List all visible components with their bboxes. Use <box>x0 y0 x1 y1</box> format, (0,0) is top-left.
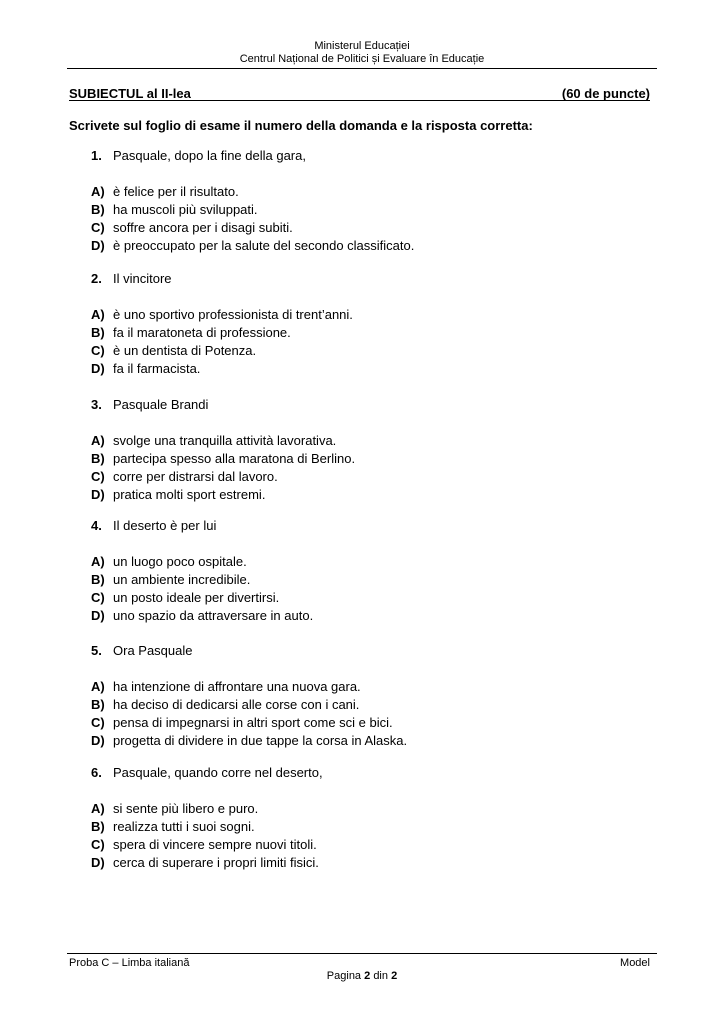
option-text: ha deciso di dedicarsi alle corse con i cani. <box>113 697 360 712</box>
option-letter: D) <box>91 733 105 748</box>
answer-option <box>91 202 258 218</box>
answer-option <box>91 325 291 341</box>
question-1 <box>91 148 306 164</box>
option-letter: B) <box>91 202 105 217</box>
footer-model-label: Model <box>620 957 650 969</box>
question-5 <box>91 643 193 659</box>
option-letter: C) <box>91 837 105 852</box>
option-letter: B) <box>91 572 105 587</box>
option-letter: A) <box>91 801 105 816</box>
option-text: pratica molti sport estremi. <box>113 487 266 502</box>
answer-option <box>91 451 355 467</box>
answer-option <box>91 572 250 588</box>
answer-option <box>91 361 200 377</box>
option-letter: A) <box>91 554 105 569</box>
answer-option <box>91 801 258 817</box>
page-of: din <box>373 970 388 982</box>
question-text: Pasquale, dopo la fine della gara, <box>113 148 306 163</box>
option-letter: A) <box>91 307 105 322</box>
answer-option <box>91 679 361 695</box>
option-letter: B) <box>91 451 105 466</box>
answer-option <box>91 608 313 624</box>
option-letter: D) <box>91 361 105 376</box>
option-text: un ambiente incredibile. <box>113 572 251 587</box>
option-text: ha muscoli più sviluppati. <box>113 202 258 217</box>
option-letter: C) <box>91 343 105 358</box>
option-letter: A) <box>91 184 105 199</box>
option-letter: D) <box>91 238 105 253</box>
option-letter: B) <box>91 697 105 712</box>
question-number: 1. <box>91 148 102 163</box>
option-text: pensa di impegnarsi in altri sport come sci e bici. <box>113 715 393 730</box>
answer-option <box>91 855 319 871</box>
question-number: 4. <box>91 518 102 533</box>
question-4 <box>91 518 216 534</box>
option-letter: A) <box>91 679 105 694</box>
option-text: uno spazio da attraversare in auto. <box>113 608 314 623</box>
page-total: 2 <box>391 970 398 982</box>
answer-option <box>91 307 353 323</box>
option-letter: B) <box>91 325 105 340</box>
answer-option <box>91 238 414 254</box>
option-text: cerca di superare i propri limiti fisici. <box>113 855 319 870</box>
question-number: 5. <box>91 643 102 658</box>
question-text: Pasquale Brandi <box>113 397 209 412</box>
answer-option <box>91 837 317 853</box>
option-text: corre per distrarsi dal lavoro. <box>113 469 278 484</box>
footer-divider <box>67 953 657 954</box>
header-ministry: Ministerul Educației <box>314 40 410 52</box>
option-text: ha intenzione di affrontare una nuova gara. <box>113 679 361 694</box>
question-3 <box>91 397 208 413</box>
page-current: 2 <box>364 970 371 982</box>
answer-option <box>91 469 278 485</box>
option-text: fa il maratoneta di professione. <box>113 325 291 340</box>
header-center: Centrul Național de Politici și Evaluare în Educație <box>239 53 485 65</box>
option-text: è felice per il risultato. <box>113 184 239 199</box>
page-number <box>0 970 724 982</box>
option-text: soffre ancora per i disagi subiti. <box>113 220 293 235</box>
option-text: è preoccupato per la salute del secondo classificato. <box>113 238 415 253</box>
option-text: partecipa spesso alla maratona di Berlino. <box>113 451 356 466</box>
option-text: si sente più libero e puro. <box>113 801 259 816</box>
footer-exam-name: Proba C – Limba italiană <box>69 957 190 969</box>
question-number: 3. <box>91 397 102 412</box>
answer-option <box>91 733 407 749</box>
answer-option <box>91 590 279 606</box>
subject-points: (60 de puncte) <box>561 86 650 101</box>
option-text: un posto ideale per divertirsi. <box>113 590 280 605</box>
subject-underline <box>69 100 650 101</box>
subject-heading <box>69 86 650 102</box>
answer-option <box>91 715 393 731</box>
answer-option <box>91 819 255 835</box>
instruction-text: Scrivete sul foglio di esame il numero della domanda e la risposta corretta: <box>69 118 533 133</box>
option-letter: A) <box>91 433 105 448</box>
question-number: 2. <box>91 271 102 286</box>
page-word: Pagina <box>326 970 362 982</box>
answer-option <box>91 487 265 503</box>
answer-option <box>91 220 293 236</box>
option-text: è un dentista di Potenza. <box>113 343 257 358</box>
answer-option <box>91 554 247 570</box>
header-divider <box>67 68 657 69</box>
subject-title: SUBIECTUL al II-lea <box>69 86 191 101</box>
option-text: è uno sportivo professionista di trent’anni. <box>113 307 353 322</box>
question-text: Il vincitore <box>113 271 172 286</box>
option-text: svolge una tranquilla attività lavorativa. <box>113 433 337 448</box>
question-text: Ora Pasquale <box>113 643 193 658</box>
document-header <box>0 40 724 66</box>
question-text: Pasquale, quando corre nel deserto, <box>113 765 323 780</box>
question-6 <box>91 765 323 781</box>
option-letter: C) <box>91 590 105 605</box>
question-2 <box>91 271 172 287</box>
question-number: 6. <box>91 765 102 780</box>
option-letter: B) <box>91 819 105 834</box>
option-text: realizza tutti i suoi sogni. <box>113 819 255 834</box>
option-text: progetta di dividere in due tappe la corsa in Alaska. <box>113 733 408 748</box>
option-letter: C) <box>91 469 105 484</box>
option-letter: C) <box>91 220 105 235</box>
answer-option <box>91 433 336 449</box>
answer-option <box>91 184 239 200</box>
question-text: Il deserto è per lui <box>113 518 217 533</box>
answer-option <box>91 343 256 359</box>
option-text: un luogo poco ospitale. <box>113 554 247 569</box>
answer-option <box>91 697 359 713</box>
option-letter: C) <box>91 715 105 730</box>
option-letter: D) <box>91 487 105 502</box>
option-letter: D) <box>91 855 105 870</box>
option-text: fa il farmacista. <box>113 361 201 376</box>
option-letter: D) <box>91 608 105 623</box>
option-text: spera di vincere sempre nuovi titoli. <box>113 837 317 852</box>
